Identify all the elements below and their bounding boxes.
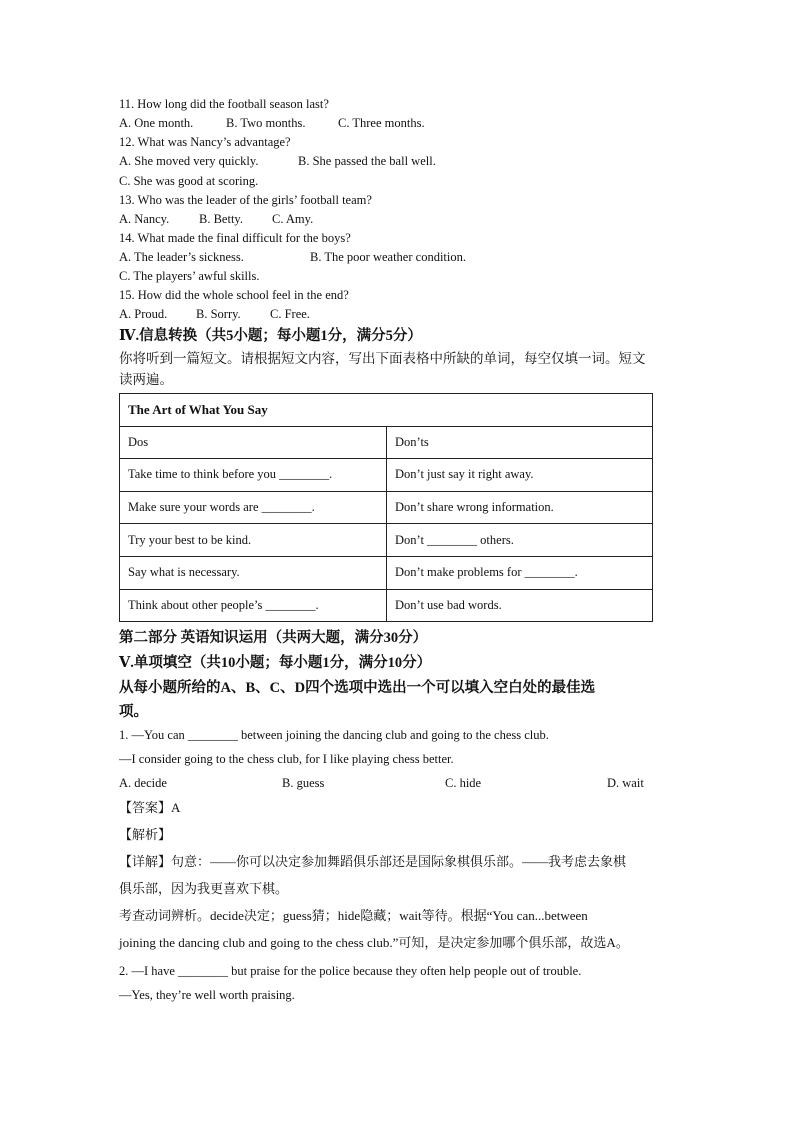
q11-option-b: B. Two months. [226, 116, 306, 130]
table-row [120, 556, 653, 589]
q14-option-b: B. The poor weather condition. [310, 250, 466, 264]
q12-option-b: B. She passed the ball well. [298, 154, 436, 168]
question-13: 13. Who was the leader of the girls’ football team? [119, 193, 372, 207]
table-row [120, 589, 653, 622]
q11-option-c: C. Three months. [338, 116, 425, 130]
table-cell-dos: Try your best to be kind. [120, 524, 387, 557]
table-cell-dos: Take time to think before you ________. [120, 459, 387, 492]
q12-option-a: A. She moved very quickly. [119, 154, 259, 168]
section-4-instruction-line2: 读两遍。 [119, 372, 173, 387]
table-cell-donts: Don’t just say it right away. [387, 459, 653, 492]
table-cell-donts: Don’t share wrong information. [387, 491, 653, 524]
q1-detail-line1: 【详解】句意：——你可以决定参加舞蹈俱乐部还是国际象棋俱乐部。——我考虑去象棋 [119, 854, 627, 869]
table-cell-donts: Don’t ________ others. [387, 524, 653, 557]
q13-option-a: A. Nancy. [119, 212, 170, 226]
table-row [120, 524, 653, 557]
q15-option-c: C. Free. [270, 307, 310, 321]
question-2-stem: 2. —I have ________ but praise for the police because they often help people out of trouble. [119, 964, 582, 978]
question-11: 11. How long did the football season last? [119, 97, 329, 111]
q1-analysis-label: 【解析】 [119, 827, 172, 842]
section-5-instruction-line2: 项。 [119, 704, 148, 720]
info-table [119, 393, 653, 622]
q1-option-b: B. guess [282, 776, 325, 790]
q12-option-c: C. She was good at scoring. [119, 174, 259, 188]
q1-detail-line4: joining the dancing club and going to the chess club.”可知，是决定参加哪个俱乐部，故选A。 [119, 935, 629, 950]
question-2-reply: —Yes, they’re well worth praising. [119, 988, 295, 1002]
question-12: 12. What was Nancy’s advantage? [119, 135, 291, 149]
q14-option-a: A. The leader’s sickness. [119, 250, 244, 264]
table-header-donts: Don’ts [387, 426, 653, 459]
table-cell-donts: Don’t use bad words. [387, 589, 653, 622]
q1-option-d: D. wait [607, 776, 644, 790]
section-4-heading: Ⅳ.信息转换（共5小题；每小题1分，满分5分） [119, 328, 422, 344]
q14-option-c: C. The players’ awful skills. [119, 269, 260, 283]
table-header-dos: Dos [120, 426, 387, 459]
table-row [120, 459, 653, 492]
q15-option-b: B. Sorry. [196, 307, 241, 321]
q13-option-b: B. Betty. [199, 212, 243, 226]
table-title-row [120, 394, 653, 427]
section-5-instruction-line1: 从每小题所给的A、B、C、D四个选项中选出一个可以填入空白处的最佳选 [119, 680, 596, 696]
q13-option-c: C. Amy. [272, 212, 314, 226]
q1-option-a: A. decide [119, 776, 167, 790]
q1-answer: 【答案】A [119, 800, 181, 815]
question-15: 15. How did the whole school feel in the end? [119, 288, 349, 302]
table-header-row [120, 426, 653, 459]
part-2-heading: 第二部分 英语知识运用（共两大题，满分30分） [119, 630, 428, 646]
question-1-stem: 1. —You can ________ between joining the dancing club and going to the chess club. [119, 728, 549, 742]
table-cell-dos: Make sure your words are ________. [120, 491, 387, 524]
q11-option-a: A. One month. [119, 116, 194, 130]
q1-detail-line3: 考查动词辨析。decide决定；guess猜；hide隐藏；wait等待。根据“You can...between [119, 908, 588, 923]
table-row [120, 491, 653, 524]
section-4-instruction-line1: 你将听到一篇短文。请根据短文内容，写出下面表格中所缺的单词，每空仅填一词。短文 [119, 351, 646, 366]
table-cell-dos: Say what is necessary. [120, 556, 387, 589]
question-14: 14. What made the final difficult for the boys? [119, 231, 351, 245]
question-1-reply: —I consider going to the chess club, for I like playing chess better. [119, 752, 454, 766]
table-cell-dos: Think about other people’s ________. [120, 589, 387, 622]
q15-option-a: A. Proud. [119, 307, 168, 321]
table-title: The Art of What You Say [120, 394, 653, 427]
q1-detail-line2: 俱乐部，因为我更喜欢下棋。 [119, 881, 289, 896]
table-cell-donts: Don’t make problems for ________. [387, 556, 653, 589]
section-5-heading: Ⅴ.单项填空（共10小题；每小题1分，满分10分） [119, 655, 432, 671]
q1-option-c: C. hide [445, 776, 482, 790]
